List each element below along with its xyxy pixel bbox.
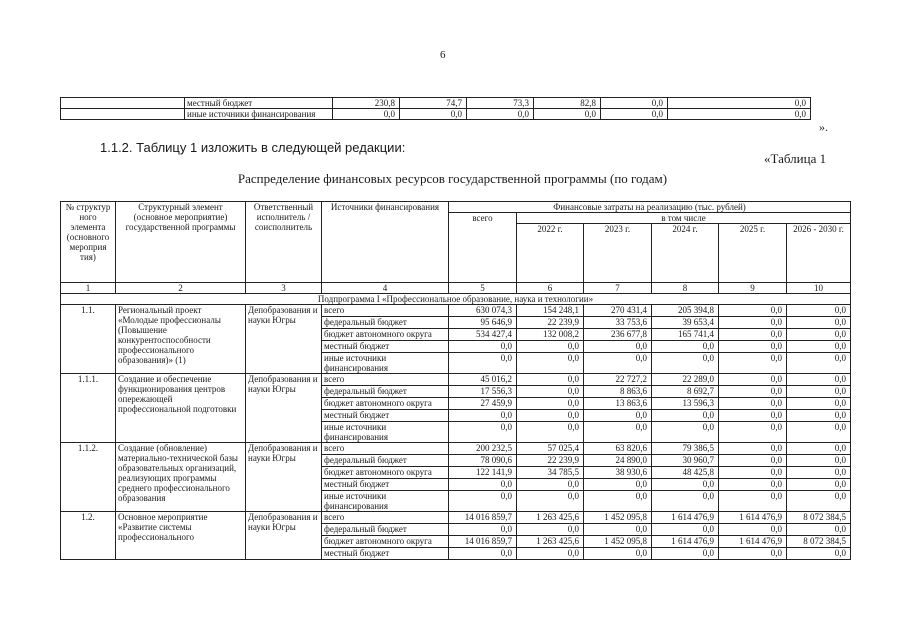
subprogram-row bbox=[61, 294, 851, 305]
header-num: № структур ного элемента (основного мероприя тия) bbox=[61, 202, 116, 283]
value-cell: 0,0 bbox=[787, 305, 851, 317]
table-row bbox=[61, 305, 851, 317]
header-including: в том числе bbox=[517, 213, 851, 224]
value-cell: 270 431,4 bbox=[584, 305, 652, 317]
source-cell: бюджет автономного округа bbox=[322, 536, 449, 548]
header-year: 2025 г. bbox=[719, 224, 787, 283]
header-year: 2022 г. bbox=[517, 224, 584, 283]
value-cell: 33 753,6 bbox=[584, 317, 652, 329]
value-cell: 8 072 384,5 bbox=[787, 512, 851, 524]
value-cell: 0,0 bbox=[449, 548, 517, 560]
column-number: 2 bbox=[116, 283, 246, 294]
value-cell: 45 016,2 bbox=[449, 374, 517, 386]
value-cell: 154 248,1 bbox=[517, 305, 584, 317]
value-cell: 34 785,5 bbox=[517, 467, 584, 479]
element-name: Региональный проект «Молодые профессионалы (Повышение конкурентоспособности профессионального образования)» (1) bbox=[116, 305, 246, 374]
value-cell: 236 677,8 bbox=[584, 329, 652, 341]
value-cell: 0,0 bbox=[787, 524, 851, 536]
value-cell: 0,0 bbox=[787, 467, 851, 479]
table-label: «Таблица 1 bbox=[764, 151, 827, 166]
column-number: 9 bbox=[719, 283, 787, 294]
source-cell: местный бюджет bbox=[322, 410, 449, 422]
column-number: 4 bbox=[322, 283, 449, 294]
value-cell: 0,0 bbox=[787, 422, 851, 443]
element-number: 1.2. bbox=[61, 512, 116, 560]
value-cell: 0,0 bbox=[719, 410, 787, 422]
value-cell: 122 141,9 bbox=[449, 467, 517, 479]
value-cell: 0,0 bbox=[719, 422, 787, 443]
value-cell: 74,7 bbox=[400, 98, 467, 109]
element-name: Основное мероприятие «Развитие системы профессионального bbox=[116, 512, 246, 560]
value-cell: 165 741,4 bbox=[652, 329, 719, 341]
value-cell: 0,0 bbox=[668, 98, 811, 109]
value-cell: 0,0 bbox=[787, 479, 851, 491]
value-cell: 22 239,9 bbox=[517, 317, 584, 329]
value-cell: 17 556,3 bbox=[449, 386, 517, 398]
value-cell: 1 614 476,9 bbox=[719, 512, 787, 524]
value-cell: 0,0 bbox=[719, 548, 787, 560]
value-cell: 0,0 bbox=[719, 467, 787, 479]
value-cell: 0,0 bbox=[584, 410, 652, 422]
value-cell: 132 008,2 bbox=[517, 329, 584, 341]
value-cell: 14 016 859,7 bbox=[449, 536, 517, 548]
closing-quote: ». bbox=[819, 120, 828, 134]
value-cell: 8 863,6 bbox=[584, 386, 652, 398]
value-cell: 95 646,9 bbox=[449, 317, 517, 329]
value-cell: 0,0 bbox=[449, 479, 517, 491]
value-cell: 205 394,8 bbox=[652, 305, 719, 317]
value-cell: 0,0 bbox=[719, 329, 787, 341]
value-cell: 0,0 bbox=[517, 524, 584, 536]
source-cell: иные источники финансирования bbox=[185, 109, 333, 120]
value-cell: 0,0 bbox=[719, 398, 787, 410]
source-cell: бюджет автономного округа bbox=[322, 329, 449, 341]
source-cell: бюджет автономного округа bbox=[322, 398, 449, 410]
value-cell: 0,0 bbox=[601, 98, 668, 109]
column-number: 8 bbox=[652, 283, 719, 294]
value-cell: 1 452 095,8 bbox=[584, 536, 652, 548]
value-cell: 0,0 bbox=[517, 422, 584, 443]
value-cell: 27 459,9 bbox=[449, 398, 517, 410]
value-cell: 0,0 bbox=[517, 548, 584, 560]
element-name: Создание и обеспечение функционирования центров опережающей профессиональной подготовки bbox=[116, 374, 246, 443]
header-element: Структурный элемент (основное мероприятие) государственной программы bbox=[116, 202, 246, 283]
value-cell: 0,0 bbox=[719, 524, 787, 536]
value-cell: 230,8 bbox=[333, 98, 400, 109]
column-number: 7 bbox=[584, 283, 652, 294]
value-cell: 0,0 bbox=[584, 491, 652, 512]
value-cell: 13 863,6 bbox=[584, 398, 652, 410]
value-cell: 0,0 bbox=[652, 341, 719, 353]
header-year: 2024 г. bbox=[652, 224, 719, 283]
value-cell: 63 820,6 bbox=[584, 443, 652, 455]
source-cell: федеральный бюджет bbox=[322, 386, 449, 398]
value-cell: 0,0 bbox=[517, 479, 584, 491]
value-cell: 0,0 bbox=[584, 479, 652, 491]
value-cell: 0,0 bbox=[449, 491, 517, 512]
value-cell: 0,0 bbox=[787, 374, 851, 386]
value-cell: 1 614 476,9 bbox=[652, 536, 719, 548]
value-cell: 0,0 bbox=[584, 341, 652, 353]
column-number-row bbox=[61, 283, 851, 294]
value-cell: 0,0 bbox=[517, 491, 584, 512]
value-cell: 78 090,6 bbox=[449, 455, 517, 467]
value-cell: 0,0 bbox=[517, 410, 584, 422]
value-cell: 0,0 bbox=[517, 341, 584, 353]
table-row bbox=[61, 443, 851, 455]
source-cell: бюджет автономного округа bbox=[322, 467, 449, 479]
value-cell: 0,0 bbox=[719, 341, 787, 353]
value-cell: 0,0 bbox=[787, 548, 851, 560]
amendment-intro: 1.1.2. Таблицу 1 изложить в следующей редакции: bbox=[100, 140, 406, 155]
value-cell: 13 596,3 bbox=[652, 398, 719, 410]
source-cell: иные источники финансирования bbox=[322, 422, 449, 443]
value-cell: 0,0 bbox=[787, 317, 851, 329]
element-number: 1.1.2. bbox=[61, 443, 116, 512]
value-cell: 82,8 bbox=[534, 98, 601, 109]
value-cell: 0,0 bbox=[787, 353, 851, 374]
value-cell: 48 425,8 bbox=[652, 467, 719, 479]
value-cell: 0,0 bbox=[584, 353, 652, 374]
table-title: Распределение финансовых ресурсов государственной программы (по годам) bbox=[237, 171, 668, 186]
source-cell: федеральный бюджет bbox=[322, 524, 449, 536]
value-cell: 0,0 bbox=[787, 329, 851, 341]
executor: Депобразования и науки Югры bbox=[246, 443, 322, 512]
value-cell: 0,0 bbox=[668, 109, 811, 120]
page-number: 6 bbox=[440, 49, 446, 61]
executor: Депобразования и науки Югры bbox=[246, 512, 322, 560]
table-row bbox=[61, 512, 851, 524]
value-cell: 0,0 bbox=[719, 353, 787, 374]
value-cell: 0,0 bbox=[652, 479, 719, 491]
value-cell: 0,0 bbox=[584, 548, 652, 560]
table-row bbox=[61, 109, 811, 120]
header-costs: Финансовые затраты на реализацию (тыс. рублей) bbox=[449, 202, 851, 213]
value-cell: 57 025,4 bbox=[517, 443, 584, 455]
value-cell: 1 614 476,9 bbox=[719, 536, 787, 548]
executor: Депобразования и науки Югры bbox=[246, 305, 322, 374]
column-number: 6 bbox=[517, 283, 584, 294]
value-cell: 0,0 bbox=[652, 548, 719, 560]
source-cell: всего bbox=[322, 512, 449, 524]
value-cell: 0,0 bbox=[534, 109, 601, 120]
column-number: 5 bbox=[449, 283, 517, 294]
value-cell: 0,0 bbox=[719, 374, 787, 386]
value-cell: 0,0 bbox=[787, 443, 851, 455]
value-cell: 0,0 bbox=[517, 353, 584, 374]
element-name: Создание (обновление) материально-технической базы образовательных организаций, реализующих программы среднего профессионального образования bbox=[116, 443, 246, 512]
value-cell: 73,3 bbox=[467, 98, 534, 109]
value-cell: 0,0 bbox=[517, 386, 584, 398]
value-cell: 0,0 bbox=[719, 305, 787, 317]
value-cell: 0,0 bbox=[449, 341, 517, 353]
value-cell: 8 072 384,5 bbox=[787, 536, 851, 548]
source-cell: всего bbox=[322, 374, 449, 386]
value-cell: 0,0 bbox=[652, 410, 719, 422]
value-cell: 0,0 bbox=[333, 109, 400, 120]
header-year: 2023 г. bbox=[584, 224, 652, 283]
value-cell: 0,0 bbox=[652, 524, 719, 536]
value-cell: 0,0 bbox=[719, 317, 787, 329]
value-cell: 1 263 425,6 bbox=[517, 512, 584, 524]
empty-cell bbox=[61, 98, 185, 109]
finance-table bbox=[60, 201, 851, 560]
element-number: 1.1. bbox=[61, 305, 116, 374]
header-executor: Ответственный исполнитель / соисполнитель bbox=[246, 202, 322, 283]
source-cell: федеральный бюджет bbox=[322, 455, 449, 467]
table-row bbox=[61, 374, 851, 386]
value-cell: 1 452 095,8 bbox=[584, 512, 652, 524]
value-cell: 39 653,4 bbox=[652, 317, 719, 329]
column-number: 3 bbox=[246, 283, 322, 294]
value-cell: 22 727,2 bbox=[584, 374, 652, 386]
value-cell: 0,0 bbox=[719, 455, 787, 467]
value-cell: 14 016 859,7 bbox=[449, 512, 517, 524]
value-cell: 24 890,0 bbox=[584, 455, 652, 467]
value-cell: 1 263 425,6 bbox=[517, 536, 584, 548]
value-cell: 0,0 bbox=[719, 491, 787, 512]
value-cell: 8 692,7 bbox=[652, 386, 719, 398]
source-cell: иные источники финансирования bbox=[322, 491, 449, 512]
previous-table-tail bbox=[60, 97, 811, 120]
value-cell: 0,0 bbox=[652, 422, 719, 443]
source-cell: иные источники финансирования bbox=[322, 353, 449, 374]
value-cell: 0,0 bbox=[467, 109, 534, 120]
source-cell: всего bbox=[322, 305, 449, 317]
value-cell: 0,0 bbox=[449, 422, 517, 443]
value-cell: 0,0 bbox=[652, 491, 719, 512]
source-cell: местный бюджет bbox=[322, 341, 449, 353]
value-cell: 0,0 bbox=[584, 524, 652, 536]
value-cell: 0,0 bbox=[787, 455, 851, 467]
value-cell: 0,0 bbox=[787, 341, 851, 353]
source-cell: местный бюджет bbox=[185, 98, 333, 109]
column-number: 1 bbox=[61, 283, 116, 294]
empty-cell bbox=[61, 109, 185, 120]
value-cell: 0,0 bbox=[652, 353, 719, 374]
source-cell: федеральный бюджет bbox=[322, 317, 449, 329]
value-cell: 0,0 bbox=[584, 422, 652, 443]
header-row-1 bbox=[61, 202, 851, 213]
value-cell: 30 960,7 bbox=[652, 455, 719, 467]
value-cell: 0,0 bbox=[400, 109, 467, 120]
value-cell: 0,0 bbox=[449, 410, 517, 422]
value-cell: 1 614 476,9 bbox=[652, 512, 719, 524]
value-cell: 0,0 bbox=[449, 353, 517, 374]
value-cell: 0,0 bbox=[517, 374, 584, 386]
source-cell: местный бюджет bbox=[322, 479, 449, 491]
value-cell: 79 386,5 bbox=[652, 443, 719, 455]
value-cell: 22 289,0 bbox=[652, 374, 719, 386]
value-cell: 0,0 bbox=[719, 386, 787, 398]
source-cell: местный бюджет bbox=[322, 548, 449, 560]
value-cell: 534 427,4 bbox=[449, 329, 517, 341]
value-cell: 0,0 bbox=[787, 491, 851, 512]
value-cell: 0,0 bbox=[517, 398, 584, 410]
header-sources: Источники финансирования bbox=[322, 202, 449, 283]
value-cell: 0,0 bbox=[787, 410, 851, 422]
source-cell: всего bbox=[322, 443, 449, 455]
value-cell: 38 930,6 bbox=[584, 467, 652, 479]
value-cell: 22 239,9 bbox=[517, 455, 584, 467]
value-cell: 630 074,3 bbox=[449, 305, 517, 317]
value-cell: 0,0 bbox=[719, 479, 787, 491]
header-year: 2026 - 2030 г. bbox=[787, 224, 851, 283]
value-cell: 200 232,5 bbox=[449, 443, 517, 455]
table-row bbox=[61, 98, 811, 109]
column-number: 10 bbox=[787, 283, 851, 294]
value-cell: 0,0 bbox=[601, 109, 668, 120]
value-cell: 0,0 bbox=[719, 443, 787, 455]
value-cell: 0,0 bbox=[787, 398, 851, 410]
subprogram-title: Подпрограмма I «Профессиональное образование, наука и технологии» bbox=[61, 294, 851, 305]
header-total: всего bbox=[449, 213, 517, 283]
value-cell: 0,0 bbox=[787, 386, 851, 398]
element-number: 1.1.1. bbox=[61, 374, 116, 443]
value-cell: 0,0 bbox=[449, 524, 517, 536]
executor: Депобразования и науки Югры bbox=[246, 374, 322, 443]
